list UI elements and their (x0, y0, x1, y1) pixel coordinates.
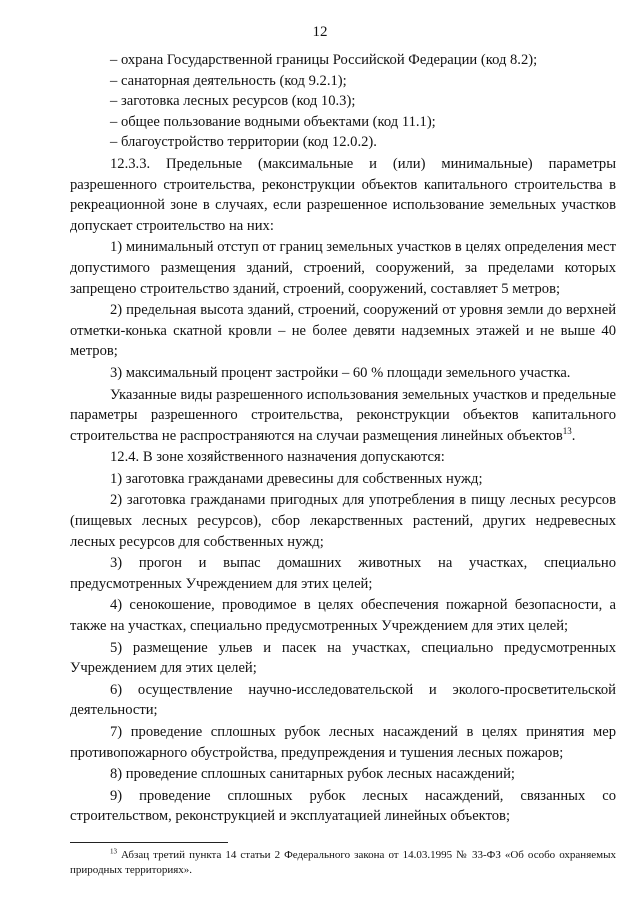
footnote (70, 848, 616, 878)
footnote-marker: 13 (110, 847, 117, 856)
paragraph: 6) осуществление научно-исследовательской и эколого-просветительской деятельности; (70, 681, 616, 719)
section-12-4: 12.4. В зоне хозяйственного назначения допускаются: (110, 449, 445, 466)
page-number: 12 (312, 24, 328, 40)
paragraph: 7) проведение сплошных рубок лесных насаждений в целях принятия мер противопожарного обустройства, предупреждения и тушения лесных пожаров; (70, 724, 616, 761)
paragraph-text: Указанные виды разрешенного использования земельных участков и предельные параметры разрешенного строительства, реконструкции объектов капитального строительства не распространяются на случаи размещения линейных объектов (70, 386, 616, 444)
list-item: – санаторная деятельность (код 9.2.1); (110, 72, 347, 89)
list-item: – заготовка лесных ресурсов (код 10.3); (110, 93, 356, 110)
paragraph: 1) минимальный отступ от границ земельных участков в целях определения мест допустимого размещения зданий, строений, сооружений, за пределами которых запрещено строительство зданий, строений, сооружений, составляет 5 метров; (70, 239, 616, 297)
paragraph-tail: . (571, 427, 576, 444)
footnote-divider (70, 842, 228, 843)
list-item: – общее пользование водными объектами (код 11.1); (110, 113, 436, 130)
document-body (70, 50, 616, 827)
paragraph: 9) проведение сплошных рубок лесных насаждений, связанных со строительством, реконструкцией и эксплуатацией линейных объектов; (70, 787, 616, 825)
footnote-text: Абзац третий пункта 14 статьи 2 Федерального закона от 14.03.1995 № 33-ФЗ «Об особо охраняемых природных территориях». (70, 849, 616, 876)
paragraph: 8) проведение сплошных санитарных рубок лесных насаждений; (110, 766, 515, 783)
paragraph: 3) максимальный процент застройки – 60 % площади земельного участка. (110, 364, 571, 381)
paragraph: 5) размещение ульев и пасек на участках, специально предусмотренных Учреждением для этих целей; (70, 639, 616, 677)
section-12-3-3: 12.3.3. Предельные (максимальные и (или) минимальные) параметры разрешенного строительства, реконструкции объектов капитального строительства в рекреационной зоне в случаях, если разрешенное использование земельных участков допускает строительство на них: (70, 155, 616, 234)
list-item: – охрана Государственной границы Российской Федерации (код 8.2); (110, 52, 538, 68)
paragraph: 1) заготовка гражданами древесины для собственных нужд; (110, 470, 483, 487)
footnote-reference[interactable]: 13 (562, 425, 572, 436)
paragraph: 2) предельная высота зданий, строений, сооружений от уровня земли до верхней отметки-конька скатной кровли – не более девяти надземных этажей и не выше 40 метров; (70, 302, 616, 360)
paragraph: 4) сенокошение, проводимое в целях обеспечения пожарной безопасности, а также на участках, специально предусмотренных Учреждением для этих целей; (70, 597, 616, 635)
paragraph: 3) прогон и выпас домашних животных на участках, специально предусмотренных Учреждением для этих целей; (70, 555, 616, 592)
paragraph: 2) заготовка гражданами пригодных для употребления в пищу лесных ресурсов (пищевых лесных ресурсов), сбор лекарственных растений, других недревесных лесных ресурсов для собственных нужд; (70, 492, 616, 550)
paragraph-with-footnote (70, 385, 616, 447)
list-item: – благоустройство территории (код 12.0.2). (110, 134, 377, 151)
